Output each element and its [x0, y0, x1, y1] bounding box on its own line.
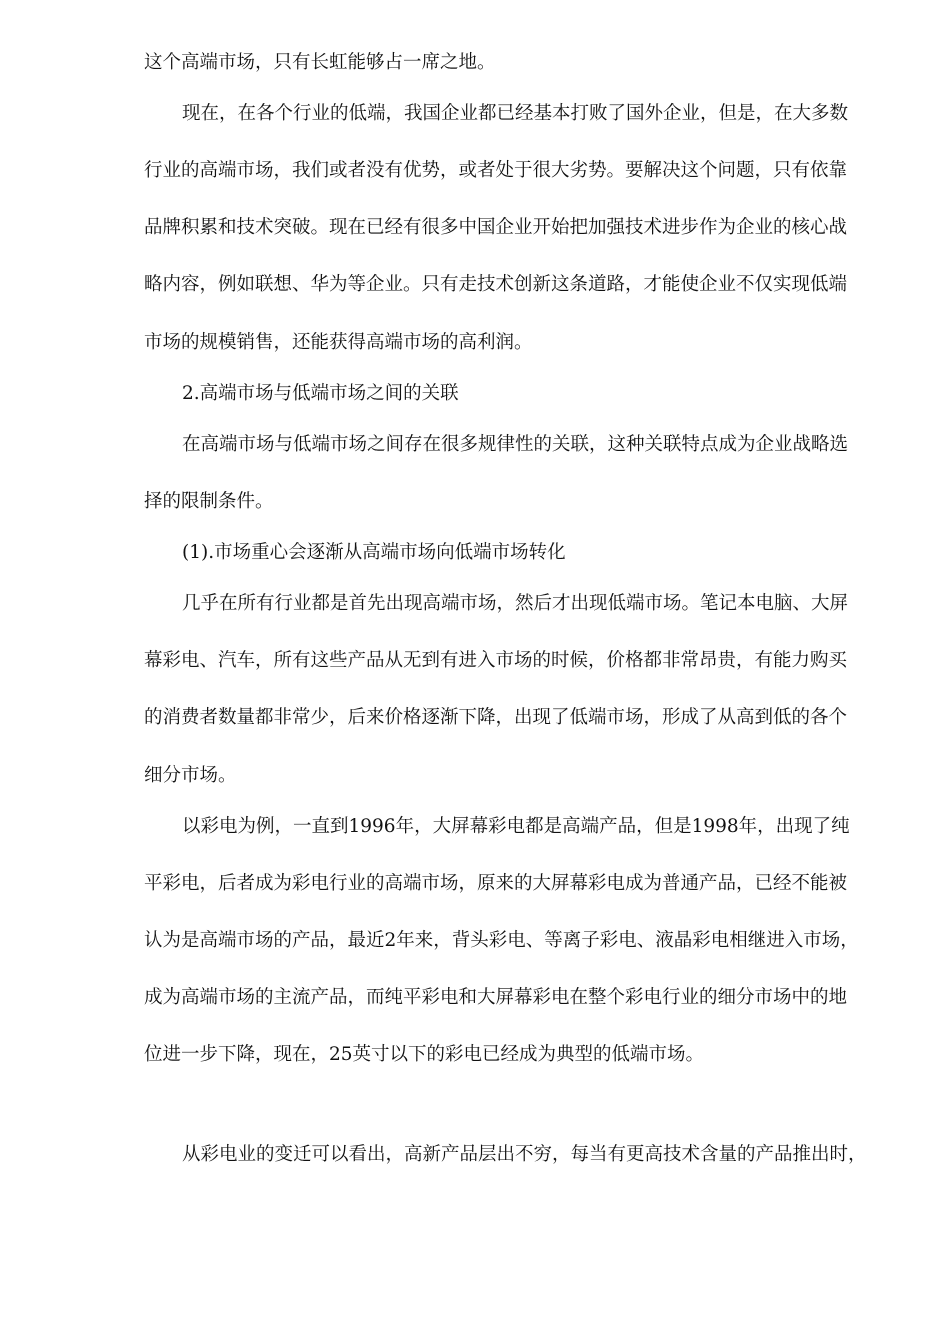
paragraph-line: 幕彩电、汽车，所有这些产品从无到有进入市场的时候，价格都非常昂贵，有能力购买: [144, 650, 848, 671]
paragraph-line: 品牌积累和技术突破。现在已经有很多中国企业开始把加强技术进步作为企业的核心战: [144, 217, 848, 238]
paragraph-line: 这个高端市场，只有长虹能够占一席之地。: [144, 52, 496, 73]
paragraph-line: 细分市场。: [144, 765, 237, 786]
paragraph-line: 从彩电业的变迁可以看出，高新产品层出不穷，每当有更高技术含量的产品推出时，: [182, 1144, 867, 1165]
paragraph-line: 择的限制条件。: [144, 491, 274, 512]
paragraph-line: 平彩电，后者成为彩电行业的高端市场，原来的大屏幕彩电成为普通产品，已经不能被: [144, 873, 848, 894]
paragraph-line: 几乎在所有行业都是首先出现高端市场，然后才出现低端市场。笔记本电脑、大屏: [182, 593, 849, 614]
paragraph-line: 认为是高端市场的产品，最近2年来，背头彩电、等离子彩电、液晶彩电相继进入市场，: [144, 930, 859, 951]
paragraph-line: 成为高端市场的主流产品，而纯平彩电和大屏幕彩电在整个彩电行业的细分市场中的地: [144, 987, 848, 1008]
paragraph-line: 市场的规模销售，还能获得高端市场的高利润。: [144, 332, 533, 353]
paragraph-line: 位进一步下降，现在，25英寸以下的彩电已经成为典型的低端市场。: [144, 1044, 705, 1065]
paragraph-line: 行业的高端市场，我们或者没有优势，或者处于很大劣势。要解决这个问题，只有依靠: [144, 160, 848, 181]
subsection-heading: (1).市场重心会逐渐从高端市场向低端市场转化: [182, 542, 566, 563]
paragraph-line: 的消费者数量都非常少，后来价格逐渐下降，出现了低端市场，形成了从高到低的各个: [144, 707, 848, 728]
paragraph-line: 现在，在各个行业的低端，我国企业都已经基本打败了国外企业，但是，在大多数: [182, 103, 849, 124]
paragraph-line: 略内容，例如联想、华为等企业。只有走技术创新这条道路，才能使企业不仅实现低端: [144, 274, 848, 295]
paragraph-line: 在高端市场与低端市场之间存在很多规律性的关联，这种关联特点成为企业战略选: [182, 434, 849, 455]
section-heading: 2.高端市场与低端市场之间的关联: [182, 383, 459, 404]
paragraph-line: 以彩电为例，一直到1996年，大屏幕彩电都是高端产品，但是1998年，出现了纯: [182, 816, 850, 837]
